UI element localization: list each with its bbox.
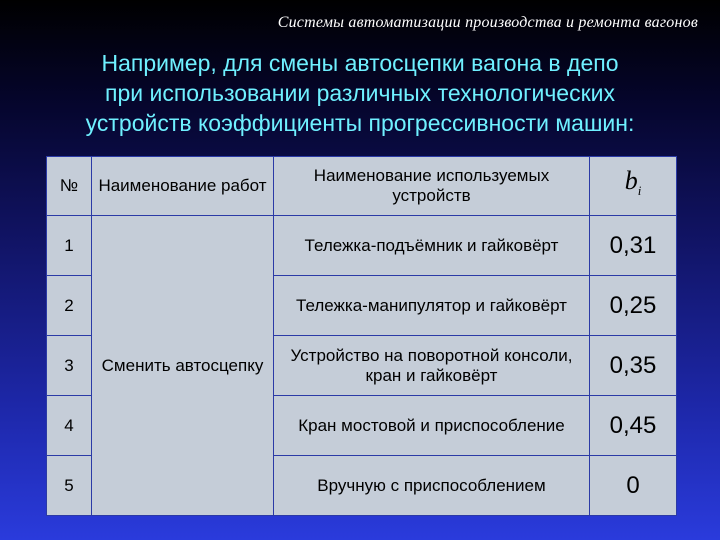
coef-symbol: b: [624, 165, 638, 195]
row-device: Тележка-подъёмник и гайковёрт: [274, 216, 590, 276]
row-coef: 0: [590, 456, 677, 516]
row-device: Устройство на поворотной консоли, кран и гайковёрт: [274, 336, 590, 396]
coef-subscript: i: [637, 183, 642, 199]
row-num: 2: [47, 276, 92, 336]
row-device: Вручную с приспособлением: [274, 456, 590, 516]
coefficient-table: [46, 156, 677, 516]
work-name: Сменить автосцепку: [92, 216, 274, 516]
row-num: 4: [47, 396, 92, 456]
row-device: Тележка-манипулятор и гайковёрт: [274, 276, 590, 336]
row-num: 1: [47, 216, 92, 276]
row-coef: 0,31: [590, 216, 677, 276]
title-line-2: при использовании различных технологических: [104, 80, 616, 106]
header-num: №: [47, 157, 92, 216]
row-coef: 0,25: [590, 276, 677, 336]
title-line-1: Например, для смены автосцепки вагона в депо: [101, 50, 619, 76]
row-coef: 0,35: [590, 336, 677, 396]
table-header-row: [47, 157, 677, 216]
slide-title: [0, 48, 720, 138]
row-num: 5: [47, 456, 92, 516]
row-num: 3: [47, 336, 92, 396]
title-line-3: устройств коэффициенты прогрессивности машин:: [85, 110, 635, 136]
header-subtitle: Системы автоматизации производства и ремонта вагонов: [277, 14, 698, 31]
header-work: Наименование работ: [92, 157, 274, 216]
table-row: [47, 216, 677, 276]
header-coef: [590, 157, 677, 216]
header-device: Наименование используемых устройств: [274, 157, 590, 216]
row-coef: 0,45: [590, 396, 677, 456]
row-device: Кран мостовой и приспособление: [274, 396, 590, 456]
